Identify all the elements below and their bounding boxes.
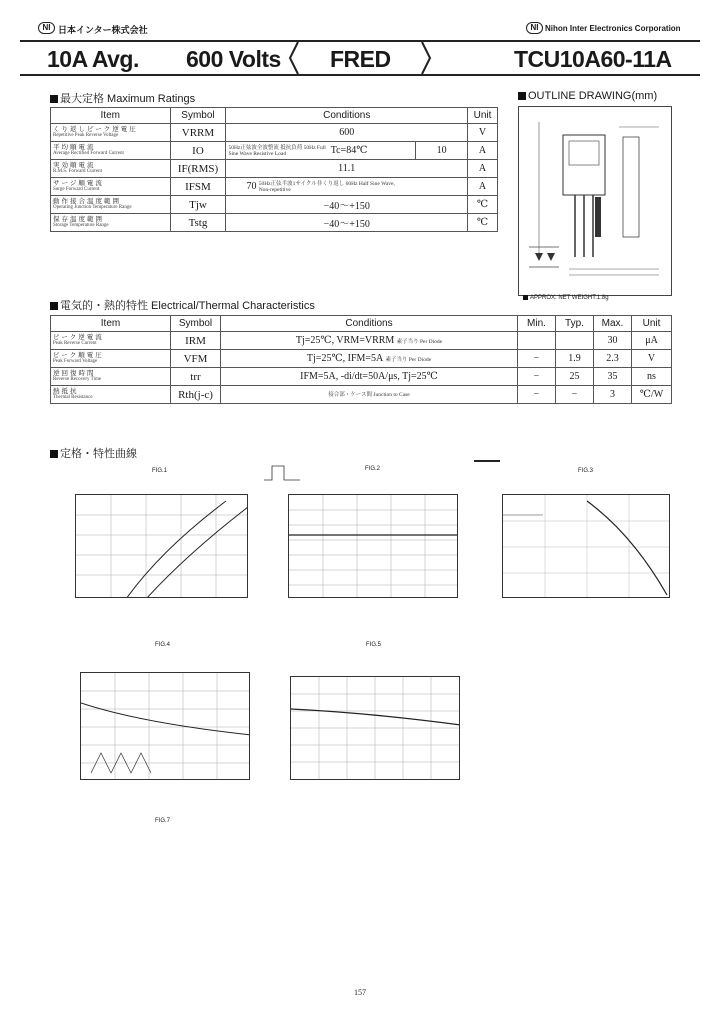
fig4-label: FIG.4 [155,642,171,648]
col-conditions: Conditions [226,108,468,124]
outline-drawing [518,106,672,301]
page-number: 157 [354,988,366,997]
elec-heading: 電気的・熱的特性 Electrical/Thermal Characteristics [50,297,315,313]
current-rating: 10A Avg. [47,46,139,72]
fig7-label: FIG.7 [155,818,171,824]
col-max: Max. [594,316,632,332]
company-name-jp: 日本インター株式会社 [58,25,148,35]
company-logo: NI [38,22,55,34]
table-row: 実効順電流 R.M.S. Forward Current IF(RMS) 11.1 A [51,160,498,178]
col-conditions: Conditions [221,316,518,332]
curves-heading: 定格・特性曲線 [50,445,137,461]
table-row: 熱抵抗 Thermal Resistance Rth(j-c) 接合部・ケース間 Junction to Case − − 3 ℃/W [51,386,672,404]
table-row: サージ順電流 Surge Forward Current IFSM 70 50Hz正弦半波1サイクル非くり返し 60Hz Half Sine Wave, Non-repetitive A [51,178,498,196]
fig2-waveform-inset [262,462,302,482]
fig3-graph [502,494,670,598]
table-row: 逆回復時間 Reverse Recovery Time trr IFM=5A, -di/dt=50A/μs, Tj=25℃ − 25 35 ns [51,368,672,386]
fig1-label: FIG.1 [152,468,168,474]
fig3-plot [503,495,670,598]
col-symbol: Symbol [171,316,221,332]
fig2-graph [288,494,458,598]
outline-heading: OUTLINE DRAWING(mm) [518,90,657,102]
table-row: 保存温度範囲 Storage Temperature Range Tstg −40〜+150 ℃ [51,214,498,232]
table-row: ピーク逆電流 Peak Reverse Current IRM Tj=25℃, VRM=VRRM 素子当り Per Diode 30 μA [51,332,672,350]
table-row: くり返しピーク逆電圧 Repetitive Peak Reverse Voltage VRRM 600 V [51,124,498,142]
table-row: 動作接合温度範囲 Operating Junction Temperature Range Tjw −40〜+150 ℃ [51,196,498,214]
net-weight: APPROX. NET WEIGHT:1.8g [523,295,609,301]
fig5-plot [291,677,460,780]
col-typ: Typ. [556,316,594,332]
company-name-en: Nihon Inter Electronics Corporation [545,24,681,33]
table-row: 平均順電流 Average Rectified Forward Current IO 50Hz正弦波全波整流 抵抗負荷 50Hz Full Sine Wave Resistive Load Tc=84℃ 10 A [51,142,498,160]
col-unit: Unit [468,108,498,124]
fig4-graph [80,672,250,780]
device-type: FRED [330,46,391,72]
fig1-graph [75,494,248,598]
fig5-label: FIG.5 [366,642,382,648]
fig2-plot [289,495,458,598]
fig2-label: FIG.2 [365,466,381,472]
title-rule [20,74,700,76]
fig5-graph [290,676,460,780]
col-symbol: Symbol [170,108,226,124]
voltage-rating: 600 Volts [186,46,281,72]
max-ratings-heading: 最大定格 Maximum Ratings [50,90,195,106]
part-number: TCU10A60-11A [514,46,672,72]
table-row: ピーク順電圧 Peak Forward Voltage VFM Tj=25℃, IFM=5A 素子当り Per Diode − 1.9 2.3 V [51,350,672,368]
max-ratings-table [50,107,498,232]
company-logo-right: NI [526,22,543,34]
fig3-label: FIG.3 [578,468,594,474]
fig3-rule [474,460,500,462]
col-item: Item [51,316,171,332]
col-min: Min. [518,316,556,332]
col-item: Item [51,108,171,124]
fig4-plot [81,673,250,780]
fig1-plot [76,495,248,598]
col-unit: Unit [632,316,672,332]
package-drawing [519,107,671,287]
elec-table [50,315,672,404]
